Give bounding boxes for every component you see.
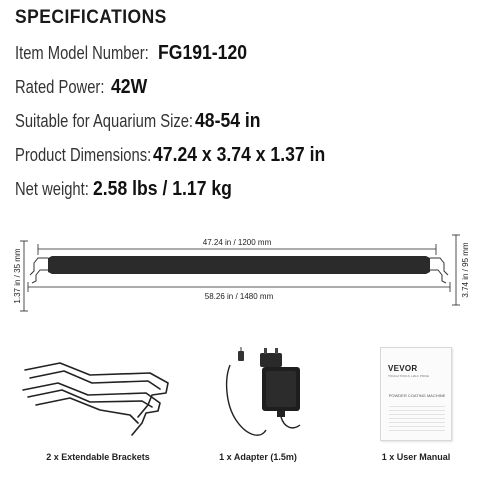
manual-tagline: TOUGH TOOLS, HALF PRICE [388,374,430,378]
spec-value: 2.58 lbs / 1.17 kg [93,178,232,200]
right-height-label: 3.74 in / 95 mm [461,242,470,298]
spec-value: 48-54 in [195,110,261,132]
spec-label: Rated Power: [15,77,105,97]
left-bracket [30,258,48,275]
caption-adapter: 1 x Adapter (1.5m) [219,452,297,462]
caption-manual: 1 x User Manual [381,452,451,462]
bracket-icon [20,345,180,445]
dimension-diagram [0,225,480,325]
spec-label: Net weight: [15,179,89,199]
manual-subtitle: POWDER COATING MACHINE [388,393,446,398]
caption-brackets: 2 x Extendable Brackets [46,452,150,462]
spec-value: 47.24 x 3.74 x 1.37 in [153,144,326,166]
spec-label: Product Dimensions: [15,145,152,165]
left-height-label: 1.37 in / 35 mm [13,248,22,304]
spec-label: Suitable for Aquarium Size: [15,111,194,131]
right-bracket-lower [430,270,446,283]
spec-row-dimensions [15,144,349,172]
light-bar [48,256,430,274]
right-bracket [430,258,448,275]
spec-value: 42W [111,76,148,98]
spec-row-weight [15,178,251,206]
left-bracket-lower [32,270,48,283]
page-title: SPECIFICATIONS [15,7,167,28]
top-length-label: 47.24 in / 1200 mm [202,238,272,247]
manual-brand: VEVOR [388,364,418,373]
spec-row-aquarium-size [15,110,270,138]
spec-row-power [15,76,152,104]
spec-label: Item Model Number: [15,43,149,63]
power-adapter-icon [222,345,312,445]
light-dimension-svg [0,225,480,325]
bottom-length-label: 58.26 in / 1480 mm [204,292,274,301]
manual-icon [380,347,452,441]
spec-value: FG191-120 [158,42,248,64]
manual-text-lines [389,406,445,434]
spec-row-model [15,42,259,70]
